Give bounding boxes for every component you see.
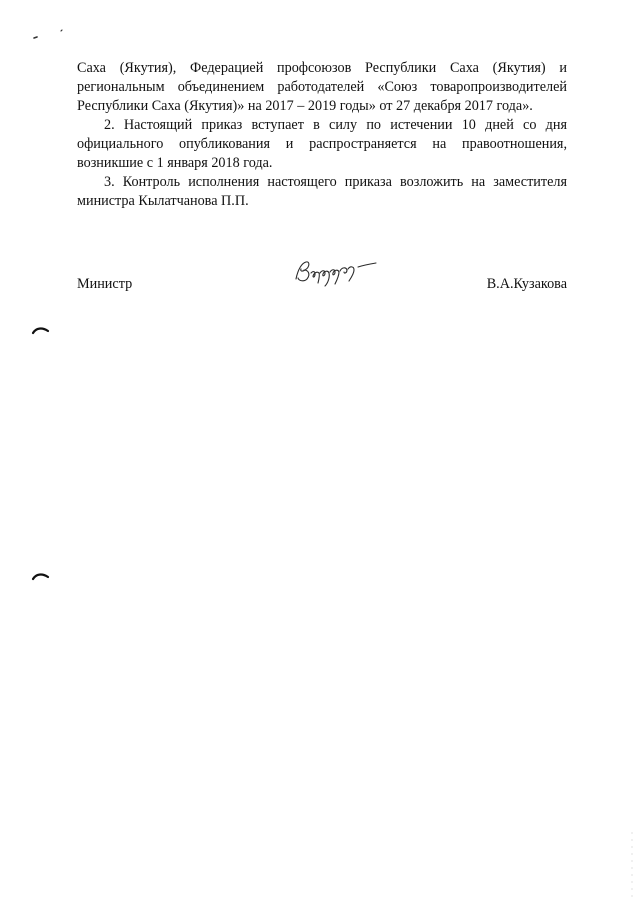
scan-mark-top <box>30 26 70 42</box>
scan-mark-left-upper <box>30 322 52 336</box>
signatory-name: В.А.Кузакова <box>486 276 567 292</box>
handwritten-signature <box>292 255 384 291</box>
paragraph-item-2: 2. Настоящий приказ вступает в силу по истечении 10 дней со дня официального опубликования и распространяется на правоотношения, возникшие с 1 января 2018 года. <box>77 117 567 171</box>
paragraph-item-3: 3. Контроль исполнения настоящего приказа возложить на заместителя министра Кылатчанова П.П. <box>77 174 567 209</box>
signatory-title: Министр <box>77 276 133 292</box>
scan-mark-left-lower <box>30 568 52 582</box>
scan-speckle-right <box>628 830 636 900</box>
paragraph-continuation: Саха (Якутия), Федерацией профсоюзов Республики Саха (Якутия) и региональным объединением работодателей «Союз товаропроизводителей Республики Саха (Якутия)» на 2017 – 2019 годы» от 27 декабря 2017 года». <box>77 60 567 114</box>
document-body <box>77 59 567 211</box>
